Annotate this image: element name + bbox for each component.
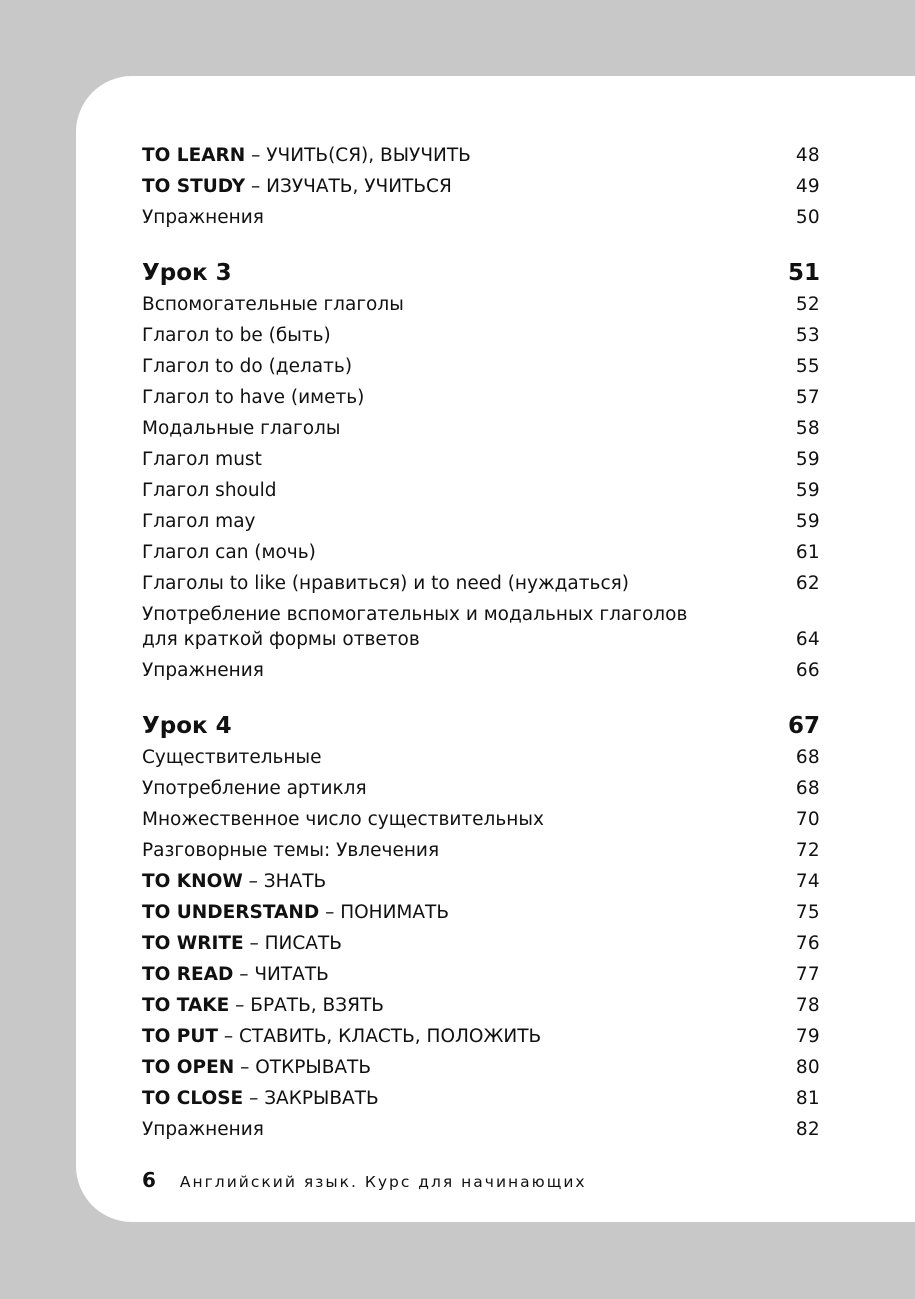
toc-entry-title (142, 897, 780, 928)
toc-entry-text: Глагол must (142, 449, 262, 470)
toc-entry-title (142, 382, 780, 413)
toc-entry-text: – ЗАКРЫВАТЬ (243, 1088, 379, 1109)
toc-entry-page: 59 (795, 480, 820, 501)
toc-entry-title (142, 202, 780, 233)
toc-entry-page: 55 (795, 356, 820, 377)
toc-entry-line (142, 506, 780, 537)
page-footer (142, 1168, 587, 1192)
toc-entry-text: – ПОНИМАТЬ (319, 902, 450, 923)
toc-entry-title (142, 990, 780, 1021)
toc-entry-text: Глагол may (142, 511, 256, 532)
toc-entry-line (142, 866, 780, 897)
book-page (76, 76, 915, 1222)
toc-entry-page: 48 (795, 145, 820, 166)
lesson-heading[interactable] (142, 710, 820, 742)
toc-entry-title (142, 506, 780, 537)
toc-entry-title (142, 140, 780, 171)
toc-entry[interactable] (142, 928, 820, 959)
toc-entry-page: 58 (795, 418, 820, 439)
section-gap (142, 686, 820, 710)
toc-entry[interactable] (142, 202, 820, 233)
toc-entry-verb: TO KNOW (142, 871, 243, 892)
toc-entry-line (142, 990, 780, 1021)
toc-entry-text: – ПИСАТЬ (243, 933, 342, 954)
footer-book-title: Английский язык. Курс для начинающих (179, 1173, 587, 1191)
toc-entry-page: 81 (795, 1088, 820, 1109)
toc-entry-page: 59 (795, 449, 820, 470)
toc-entry-line (142, 1083, 780, 1114)
toc-entry[interactable] (142, 1083, 820, 1114)
toc-entry-text: – ОТКРЫВАТЬ (234, 1057, 372, 1078)
toc-entry[interactable] (142, 444, 820, 475)
toc-entry-title (142, 568, 780, 599)
toc-entry[interactable] (142, 773, 820, 804)
toc-entry-title (142, 351, 780, 382)
toc-entry-text: Употребление вспомогательных и модальных глаголов (142, 604, 688, 625)
toc-entry-text: Модальные глаголы (142, 418, 341, 439)
toc-entry-page: 77 (795, 964, 820, 985)
toc-entry-text: Разговорные темы: Увлечения (142, 840, 440, 861)
toc-entry-text: Глаголы to like (нравиться) и to need (нуждаться) (142, 573, 629, 594)
toc-entry[interactable] (142, 289, 820, 320)
toc-entry-line (142, 928, 780, 959)
lesson-heading-page: 67 (787, 713, 820, 739)
toc-entry-title (142, 444, 780, 475)
toc-entry-verb: TO PUT (142, 1026, 218, 1047)
lesson-heading-title: Урок 4 (142, 713, 232, 739)
toc-entry-page: 68 (795, 747, 820, 768)
toc-entry-line (142, 1021, 780, 1052)
toc-entry-text: – УЧИТЬ(СЯ), ВЫУЧИТЬ (245, 145, 471, 166)
toc-entry-text-line2: для краткой формы ответов (142, 629, 420, 650)
toc-entry[interactable] (142, 537, 820, 568)
toc-entry-line (142, 1114, 780, 1145)
toc-entry-text: – БРАТЬ, ВЗЯТЬ (229, 995, 384, 1016)
toc-entry-title (142, 835, 780, 866)
toc-entry-text: Глагол to have (иметь) (142, 387, 365, 408)
toc-entry-line (142, 171, 780, 202)
toc-entry-line (142, 602, 780, 627)
toc-entry-title (142, 804, 780, 835)
lesson-heading[interactable] (142, 257, 820, 289)
toc-entry-verb: TO LEARN (142, 145, 246, 166)
toc-entry-text: Глагол should (142, 480, 277, 501)
toc-entry-text: Упражнения (142, 207, 264, 228)
toc-entry-title (142, 1021, 780, 1052)
toc-entry[interactable] (142, 835, 820, 866)
toc-entry-text: Глагол to be (быть) (142, 325, 331, 346)
toc-entry-page: 70 (795, 809, 820, 830)
toc-entry[interactable] (142, 351, 820, 382)
toc-entry-line (142, 1052, 780, 1083)
toc-entry-title (142, 866, 780, 897)
toc-entry-title (142, 1083, 780, 1114)
toc-entry[interactable] (142, 382, 820, 413)
lesson-heading-page: 51 (787, 260, 820, 286)
toc-entry-page: 79 (795, 1026, 820, 1047)
toc-entry-title (142, 928, 780, 959)
toc-entry-page: 49 (795, 176, 820, 197)
toc-entry-page: 66 (795, 660, 820, 681)
toc-entry[interactable] (142, 320, 820, 351)
table-of-contents (142, 140, 820, 1145)
toc-entry-page: 72 (795, 840, 820, 861)
toc-entry-line (142, 413, 780, 444)
toc-entry[interactable] (142, 413, 820, 444)
toc-entry-line (142, 289, 780, 320)
toc-entry-line (142, 897, 780, 928)
toc-entry-title (142, 1052, 780, 1083)
toc-entry-page: 50 (795, 207, 820, 228)
toc-entry-verb: TO WRITE (142, 933, 244, 954)
toc-entry-line (142, 835, 780, 866)
toc-entry[interactable] (142, 959, 820, 990)
toc-entry-line (142, 742, 780, 773)
toc-entry[interactable] (142, 171, 820, 202)
toc-entry-line (142, 568, 780, 599)
toc-entry-title (142, 773, 780, 804)
toc-entry-title (142, 289, 780, 320)
toc-entry-line (142, 804, 780, 835)
toc-entry-title (142, 959, 780, 990)
toc-entry-line (142, 382, 780, 413)
toc-entry-verb: TO STUDY (142, 176, 246, 197)
toc-entry-line (142, 773, 780, 804)
toc-entry-line (142, 202, 780, 233)
toc-entry-title (142, 475, 780, 506)
toc-entry-text: Употребление артикля (142, 778, 367, 799)
toc-entry-text: – ИЗУЧАТЬ, УЧИТЬСЯ (245, 176, 452, 197)
toc-entry-page: 78 (795, 995, 820, 1016)
toc-entry[interactable] (142, 140, 820, 171)
toc-entry-line (142, 655, 780, 686)
toc-entry-title (142, 171, 780, 202)
toc-entry-page: 76 (795, 933, 820, 954)
toc-entry-verb: TO CLOSE (142, 1088, 244, 1109)
toc-entry-title (142, 1114, 780, 1145)
toc-entry[interactable] (142, 599, 820, 655)
toc-entry[interactable] (142, 990, 820, 1021)
toc-entry[interactable] (142, 1114, 820, 1145)
toc-entry-title (142, 742, 780, 773)
toc-entry[interactable] (142, 568, 820, 599)
toc-entry-text: Упражнения (142, 1119, 264, 1140)
toc-entry[interactable] (142, 506, 820, 537)
toc-entry-page: 59 (795, 511, 820, 532)
toc-entry[interactable] (142, 804, 820, 835)
lesson-heading-title: Урок 3 (142, 260, 232, 286)
toc-entry-text: Глагол to do (делать) (142, 356, 353, 377)
toc-entry-line (142, 537, 780, 568)
toc-entry-text: – ЗНАТЬ (242, 871, 327, 892)
toc-entry-text: Множественное число существительных (142, 809, 544, 830)
toc-entry-title (142, 320, 780, 351)
toc-entry[interactable] (142, 742, 820, 773)
toc-entry-verb: TO OPEN (142, 1057, 235, 1078)
toc-entry-text: Существительные (142, 747, 322, 768)
toc-entry-page: 64 (795, 629, 820, 650)
toc-entry-verb: TO TAKE (142, 995, 230, 1016)
toc-entry-page: 82 (795, 1119, 820, 1140)
toc-entry-page: 80 (795, 1057, 820, 1078)
toc-entry[interactable] (142, 897, 820, 928)
toc-entry-verb: TO READ (142, 964, 234, 985)
toc-entry[interactable] (142, 655, 820, 686)
footer-page-number: 6 (142, 1168, 156, 1192)
toc-entry-title (142, 602, 780, 652)
toc-entry-text: – СТАВИТЬ, КЛАСТЬ, ПОЛОЖИТЬ (218, 1026, 542, 1047)
toc-entry-text: Вспомогательные глаголы (142, 294, 404, 315)
toc-entry[interactable] (142, 866, 820, 897)
toc-entry-page: 57 (795, 387, 820, 408)
toc-entry-page: 62 (795, 573, 820, 594)
toc-entry-title (142, 413, 780, 444)
toc-entry-line (142, 320, 780, 351)
toc-entry-page: 68 (795, 778, 820, 799)
toc-entry-line (142, 351, 780, 382)
toc-entry-page: 74 (795, 871, 820, 892)
toc-entry-page: 75 (795, 902, 820, 923)
toc-entry-page: 52 (795, 294, 820, 315)
toc-entry-page: 61 (795, 542, 820, 563)
toc-entry-text: Упражнения (142, 660, 264, 681)
toc-entry-title (142, 655, 780, 686)
toc-entry[interactable] (142, 1021, 820, 1052)
section-gap (142, 233, 820, 257)
toc-entry-line (142, 959, 780, 990)
toc-entry[interactable] (142, 475, 820, 506)
toc-entry-text: – ЧИТАТЬ (233, 964, 329, 985)
toc-entry-page: 53 (795, 325, 820, 346)
toc-entry-line (142, 140, 780, 171)
toc-entry-verb: TO UNDERSTAND (142, 902, 320, 923)
toc-entry-title (142, 537, 780, 568)
toc-entry-line (142, 444, 780, 475)
toc-entry-text: Глагол can (мочь) (142, 542, 316, 563)
toc-entry-line (142, 475, 780, 506)
toc-entry[interactable] (142, 1052, 820, 1083)
